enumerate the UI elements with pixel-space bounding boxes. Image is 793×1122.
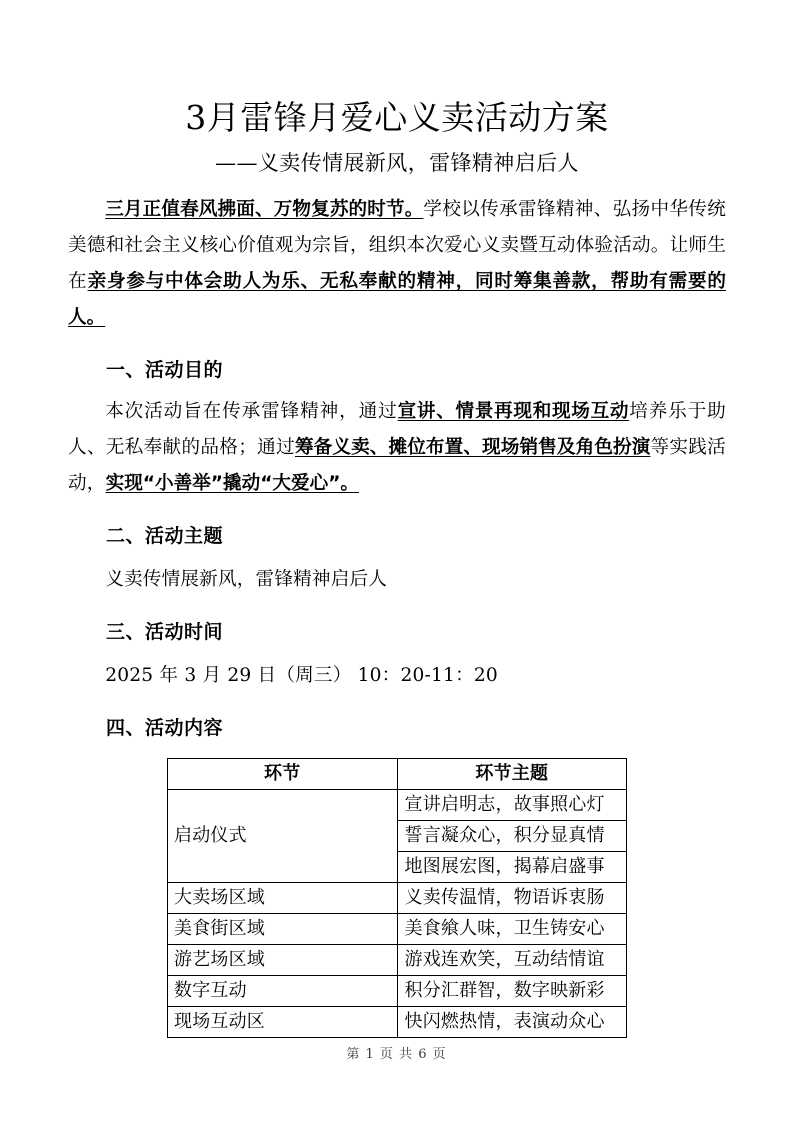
section-heading-content: 四、活动内容 <box>106 717 224 739</box>
table-row <box>168 914 627 945</box>
table-cell-theme: 美食飨人味，卫生铸安心 <box>397 914 627 945</box>
section-heading-purpose: 一、活动目的 <box>106 359 224 381</box>
page-title: 3月雷锋月爱心义卖活动方案 <box>185 98 609 137</box>
table-cell-stage: 游艺场区域 <box>168 945 398 976</box>
purpose-paragraph <box>68 388 726 502</box>
table-cell-stage: 数字互动 <box>168 976 398 1007</box>
activity-content-table <box>167 758 627 1038</box>
page-footer: 第 1 页 共 6 页 <box>346 1047 447 1062</box>
intro-segment-underlined-1: 三月正值春风拂面、万物复苏的时节。 <box>105 199 424 220</box>
table-cell-theme: 义卖传温情，物语诉衷肠 <box>397 883 627 914</box>
purpose-text-2-underlined: 宣讲、情景再现和现场互动 <box>397 401 630 422</box>
table-cell-theme: 游戏连欢笑，互动结情谊 <box>397 945 627 976</box>
intro-segment-plain: 学校以传承雷锋精神、弘扬中华传统美德和社会主义核心价值观为宗旨，组织本次爱心义卖暨互动体验活动。让师生在 <box>68 199 726 292</box>
table-cell-stage: 现场互动区 <box>168 1007 398 1038</box>
section-heading-theme: 二、活动主题 <box>106 525 224 547</box>
purpose-text-1: 本次活动旨在传承雷锋精神，通过 <box>105 401 398 422</box>
table-cell-theme: 积分汇群智，数字映新彩 <box>397 976 627 1007</box>
purpose-text-5: 等实践活动， <box>68 437 726 494</box>
table-cell-theme: 宣讲启明志，故事照心灯 <box>397 790 627 821</box>
time-text: 2025 年 3 月 29 日（周三） 10：20-11：20 <box>105 665 498 686</box>
table-cell-theme: 快闪燃热情，表演动众心 <box>397 1007 627 1038</box>
table-cell-stage: 启动仪式 <box>168 790 398 883</box>
purpose-text-4-underlined: 筹备义卖、摊位布置、现场销售及角色扮演 <box>294 437 651 458</box>
table-cell-theme: 地图展宏图，揭幕启盛事 <box>397 852 627 883</box>
table-cell-stage: 美食街区域 <box>168 914 398 945</box>
table-body <box>168 790 627 1038</box>
table-cell-stage: 大卖场区域 <box>168 883 398 914</box>
table-header-row <box>168 759 627 790</box>
section-heading-time: 三、活动时间 <box>106 621 224 643</box>
theme-text: 义卖传情展新风，雷锋精神启后人 <box>105 569 388 590</box>
table-row <box>168 790 627 821</box>
table-cell-theme: 誓言凝众心，积分显真情 <box>397 821 627 852</box>
document-subtitle: ——义卖传情展新风，雷锋精神启后人 <box>215 151 579 175</box>
activity-table-wrapper <box>68 746 726 1038</box>
table-row <box>168 1007 627 1038</box>
table-row <box>168 976 627 1007</box>
purpose-text-3: 培养乐于助人、无私奉献的品格；通过 <box>68 401 726 458</box>
intro-segment-underlined-2: 亲身参与中体会助人为乐、无私奉献的精神，同时筹集善款，帮助有需要的人。 <box>68 271 726 328</box>
table-header-stage: 环节 <box>168 759 398 790</box>
table-row <box>168 883 627 914</box>
document-content <box>68 0 726 1038</box>
table-row <box>168 945 627 976</box>
intro-paragraph <box>68 178 726 336</box>
purpose-text-6-underlined: 实现“小善举”撬动“大爱心”。 <box>105 473 360 494</box>
table-header-theme: 环节主题 <box>397 759 627 790</box>
table-header <box>168 759 627 790</box>
